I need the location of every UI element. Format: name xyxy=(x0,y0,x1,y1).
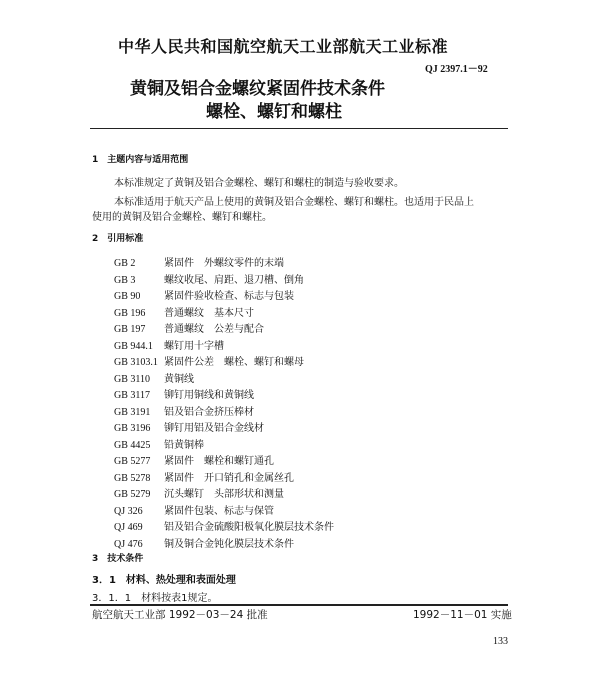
reference-item xyxy=(114,304,254,319)
reference-item xyxy=(114,485,284,500)
document-title: 黄铜及铝合金螺纹紧固件技术条件 xyxy=(130,79,385,99)
reference-code: GB 5278 xyxy=(114,472,151,484)
reference-title: 紧固件 螺栓和螺钉通孔 xyxy=(164,456,274,467)
reference-code: GB 197 xyxy=(114,324,146,335)
reference-item xyxy=(114,287,294,302)
reference-title: 紧固件 开口销孔和金属丝孔 xyxy=(164,472,294,484)
header-divider xyxy=(90,128,508,129)
reference-code: GB 3117 xyxy=(114,390,151,401)
reference-code: GB 944.1 xyxy=(114,340,153,352)
reference-title: 铆钉用铜线和黄铜线 xyxy=(164,390,254,401)
reference-title: 铝及铝合金挤压棒材 xyxy=(164,406,254,418)
reference-title: 铆钉用铝及铝合金线材 xyxy=(164,423,264,434)
reference-item xyxy=(114,518,334,533)
reference-code: GB 196 xyxy=(114,307,146,319)
paragraph: 本标准适用于航天产品上使用的黄铜及铝合金螺栓、螺钉和螺柱。也适用于民品上 xyxy=(114,197,474,208)
reference-code: GB 5279 xyxy=(114,489,151,500)
document-subtitle: 螺栓、螺钉和螺柱 xyxy=(206,102,342,122)
reference-item xyxy=(114,436,204,451)
reference-title: 铅黄铜棒 xyxy=(164,439,204,451)
reference-item xyxy=(114,271,304,286)
reference-item xyxy=(114,320,264,335)
reference-code: GB 2 xyxy=(114,258,136,269)
section-heading: 3 技术条件 xyxy=(92,554,144,564)
reference-code: QJ 476 xyxy=(114,538,143,550)
reference-code: GB 3191 xyxy=(114,406,151,418)
reference-code: QJ 326 xyxy=(114,505,143,517)
footer-divider xyxy=(90,604,508,606)
reference-title: 紧固件验收检查、标志与包装 xyxy=(164,291,294,302)
approval-date: 航空航天工业部 1992－03－24 批准 xyxy=(92,609,268,621)
reference-code: GB 90 xyxy=(114,291,141,302)
paragraph: 本标准规定了黄铜及铝合金螺栓、螺钉和螺柱的制造与验收要求。 xyxy=(114,178,404,189)
reference-code: GB 3110 xyxy=(114,373,151,385)
reference-title: 紧固件包装、标志与保管 xyxy=(164,505,274,517)
reference-item xyxy=(114,502,274,517)
reference-item xyxy=(114,386,254,401)
reference-title: 普通螺纹 基本尺寸 xyxy=(164,307,254,319)
reference-item xyxy=(114,337,224,352)
reference-title: 紧固件公差 螺栓、螺钉和螺母 xyxy=(164,357,304,368)
reference-title: 螺钉用十字槽 xyxy=(164,340,224,352)
reference-item xyxy=(114,353,304,368)
section-heading: 1 主题内容与适用范围 xyxy=(92,155,189,165)
reference-code: GB 3 xyxy=(114,274,136,286)
subsection-heading: 3．1 材料、热处理和表面处理 xyxy=(92,575,236,586)
reference-title: 沉头螺钉 头部形状和测量 xyxy=(164,489,284,500)
reference-code: GB 3103.1 xyxy=(114,357,158,368)
reference-title: 铝及铝合金硫酸阳极氧化膜层技术条件 xyxy=(164,522,334,533)
page-number: 133 xyxy=(493,636,508,647)
reference-item xyxy=(114,370,194,385)
standard-code: QJ 2397.1－92 xyxy=(425,64,488,75)
reference-code: GB 5277 xyxy=(114,456,151,467)
reference-title: 螺纹收尾、肩距、退刀槽、倒角 xyxy=(164,274,304,286)
reference-code: GB 4425 xyxy=(114,439,151,451)
issuing-organization: 中华人民共和国航空航天工业部航天工业标准 xyxy=(118,37,449,56)
reference-item xyxy=(114,403,254,418)
reference-item xyxy=(114,254,284,269)
implementation-date: 1992－11－01 实施 xyxy=(413,609,512,621)
reference-title: 铜及铜合金钝化膜层技术条件 xyxy=(164,538,294,550)
reference-item xyxy=(114,535,294,550)
reference-title: 普通螺纹 公差与配合 xyxy=(164,324,264,335)
reference-item xyxy=(114,469,294,484)
reference-item xyxy=(114,452,274,467)
reference-item xyxy=(114,419,264,434)
clause-text: 3．1．1 材料按表1规定。 xyxy=(92,593,218,604)
reference-code: QJ 469 xyxy=(114,522,143,533)
reference-code: GB 3196 xyxy=(114,423,151,434)
paragraph-continuation: 使用的黄铜及铝合金螺栓、螺钉和螺柱。 xyxy=(92,212,272,223)
reference-title: 紧固件 外螺纹零件的末端 xyxy=(164,258,284,269)
section-heading: 2 引用标准 xyxy=(92,234,144,244)
reference-title: 黄铜线 xyxy=(164,373,194,385)
